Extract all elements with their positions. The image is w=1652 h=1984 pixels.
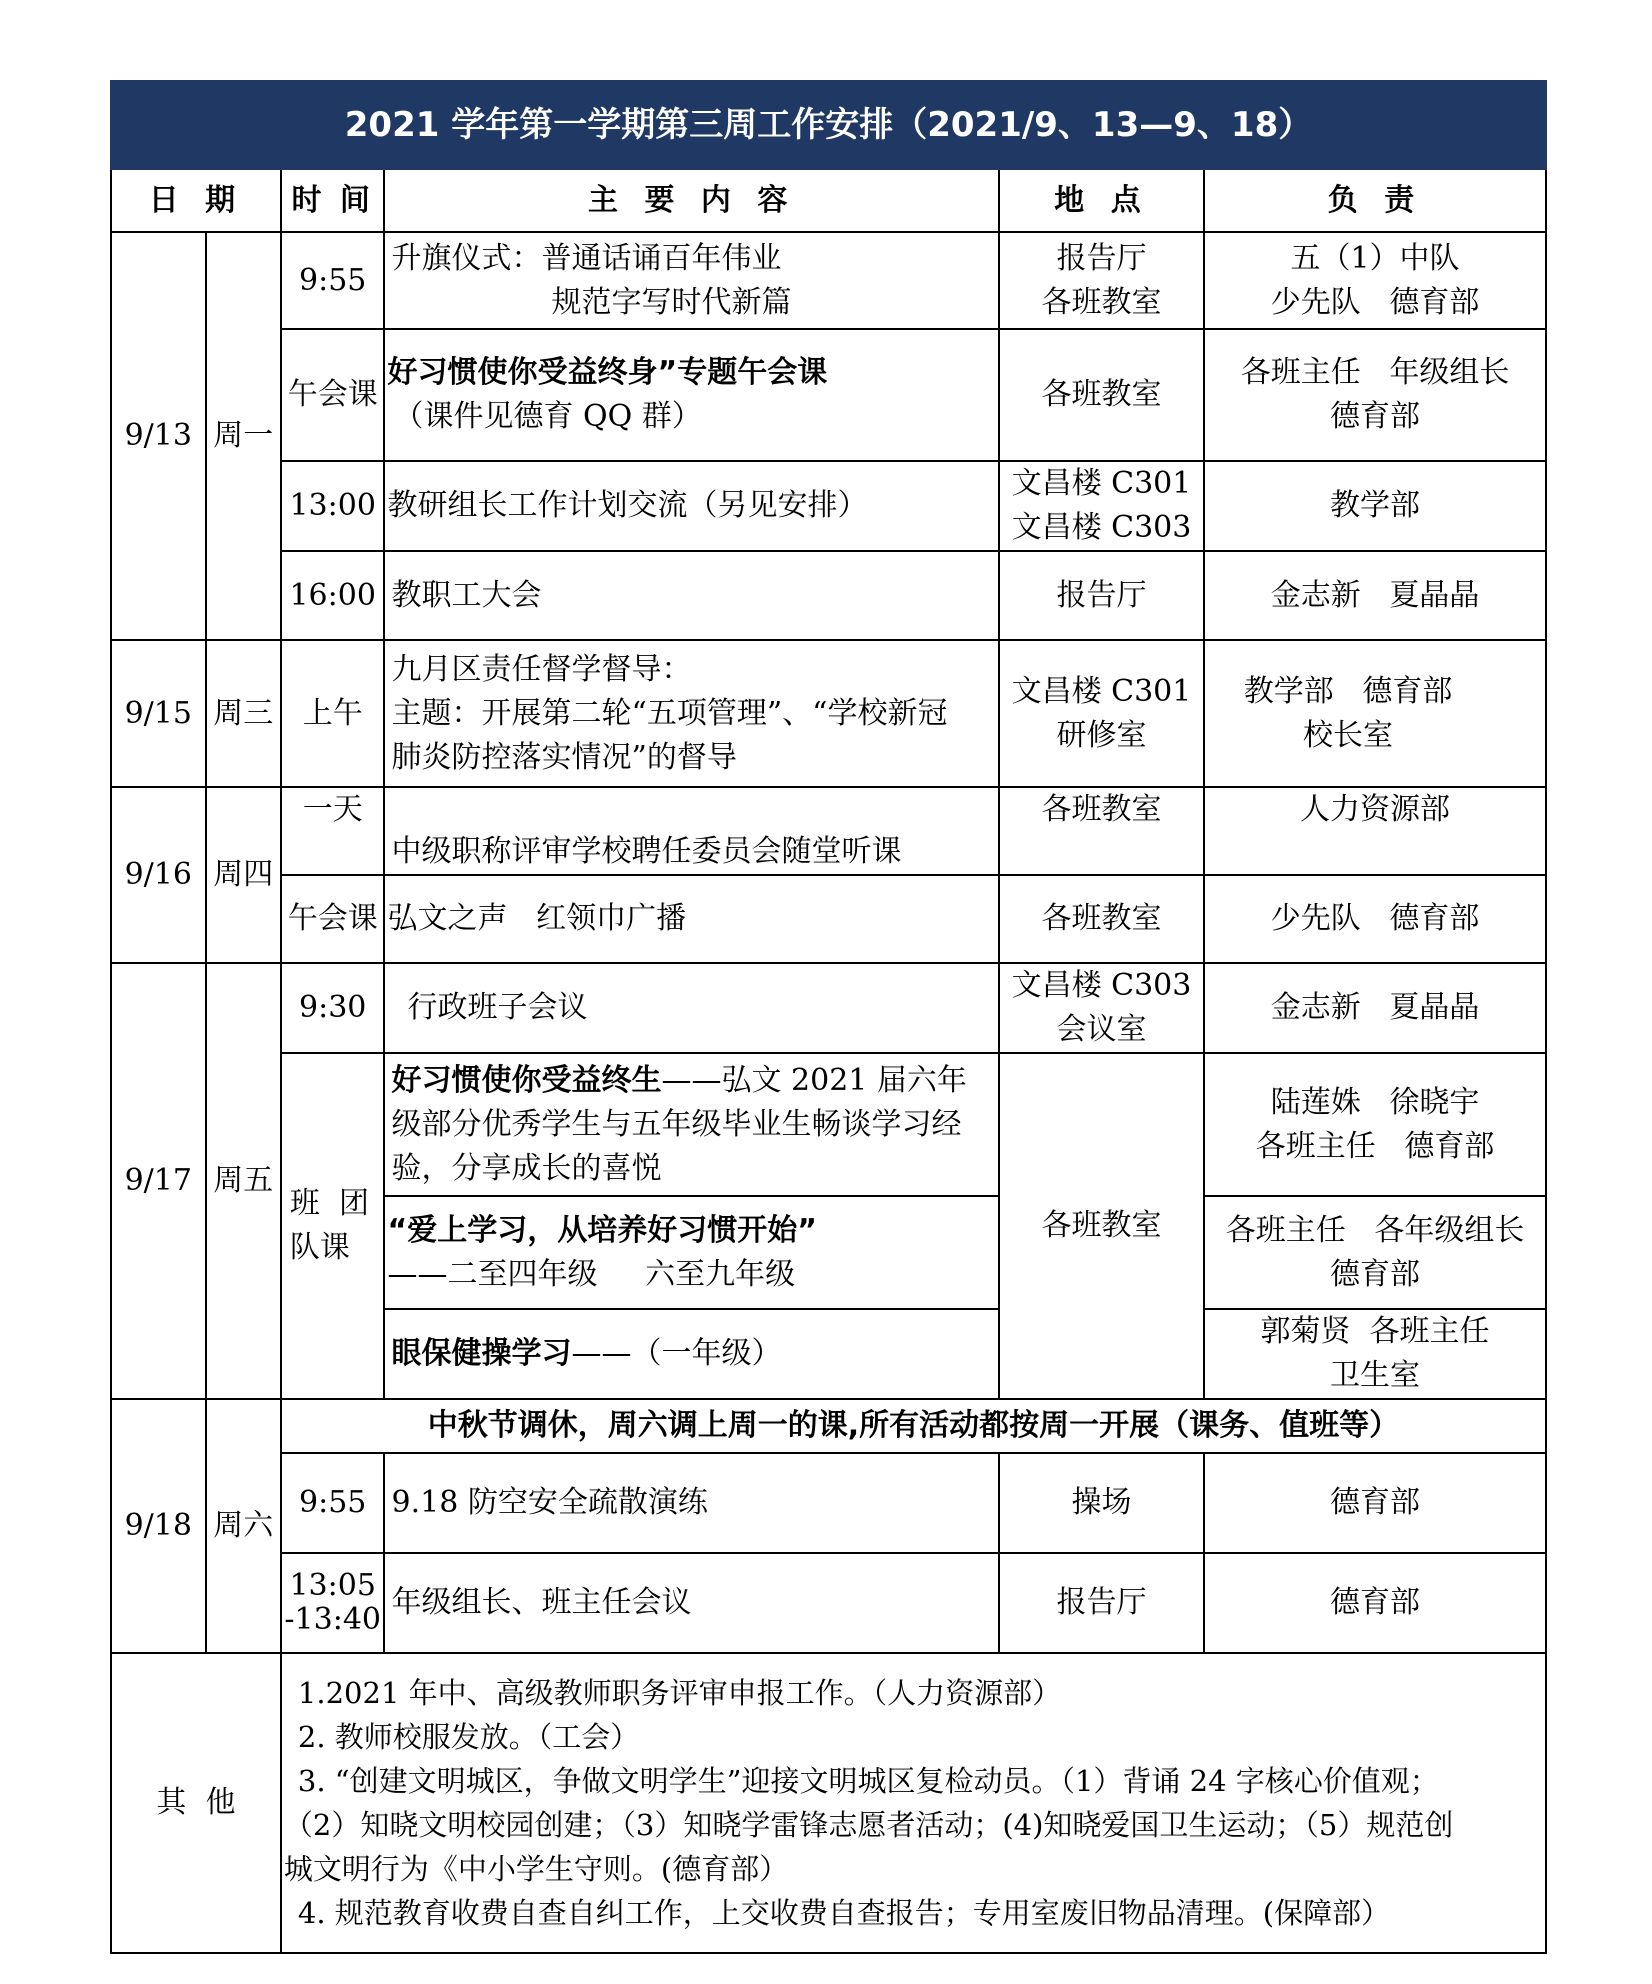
time-cell: 一天 bbox=[281, 787, 385, 875]
table-row bbox=[111, 1399, 1546, 1453]
time-cell: 午会课 bbox=[281, 329, 385, 461]
place-line: 会议室 bbox=[1056, 1012, 1147, 1047]
place-line: 各班教室 bbox=[1041, 284, 1162, 320]
content-cell bbox=[384, 1196, 998, 1309]
owner-cell: 少先队 德育部 bbox=[1204, 875, 1546, 963]
place-cell: 报告厅 bbox=[999, 1553, 1204, 1653]
place-cell: 操场 bbox=[999, 1453, 1204, 1553]
table-row bbox=[111, 232, 1546, 329]
note-item: 1.2021 年中、高级教师职务评审申报工作。（人力资源部） bbox=[297, 1676, 1062, 1710]
weekday-cell: 周一 bbox=[206, 232, 281, 640]
date-cell: 9/16 bbox=[111, 787, 206, 963]
place-line: 文昌楼 C301 bbox=[1011, 466, 1192, 501]
owner-cell: 金志新 夏晶晶 bbox=[1204, 963, 1546, 1053]
header-owner: 负 责 bbox=[1204, 169, 1546, 232]
table-row bbox=[111, 875, 1546, 963]
table-row bbox=[111, 461, 1546, 551]
weekday-cell: 周六 bbox=[206, 1399, 281, 1653]
header-time: 时 间 bbox=[281, 169, 385, 232]
place-cell bbox=[999, 232, 1204, 329]
owner-cell: 德育部 bbox=[1204, 1553, 1546, 1653]
place-cell bbox=[999, 640, 1204, 787]
table-row bbox=[111, 1653, 1546, 1953]
page-title: 2021 学年第一学期第三周工作安排（2021/9、13—9、18） bbox=[111, 81, 1546, 169]
owner-cell bbox=[1204, 1196, 1546, 1309]
content-cell bbox=[384, 232, 998, 329]
content-cell bbox=[384, 1309, 998, 1399]
owner-line: 少先队 德育部 bbox=[1270, 284, 1480, 320]
content-bold: 眼保健操学习 bbox=[391, 1336, 572, 1371]
other-notes bbox=[281, 1653, 1546, 1953]
time-cell: 班 团 队课 bbox=[281, 1053, 385, 1399]
content-cell: 行政班子会议 bbox=[384, 963, 998, 1053]
table-row bbox=[111, 963, 1546, 1053]
content-bold: 好习惯使你受益终身”专题午会课 bbox=[387, 355, 828, 390]
owner-line: 五（1）中队 bbox=[1290, 240, 1460, 276]
table-row bbox=[111, 1053, 1546, 1196]
owner-line: 各班主任 年级组长 bbox=[1240, 355, 1510, 390]
content-cell: 教研组长工作计划交流（另见安排） bbox=[384, 461, 998, 551]
weekday-cell: 周四 bbox=[206, 787, 281, 963]
header-place: 地 点 bbox=[999, 169, 1204, 232]
owner-line: 各班主任 各年级组长 bbox=[1225, 1212, 1525, 1248]
place-cell bbox=[999, 461, 1204, 551]
date-cell: 9/15 bbox=[111, 640, 206, 787]
time-cell: 13:00 bbox=[281, 461, 385, 551]
owner-cell bbox=[1204, 329, 1546, 461]
owner-line: 郭菊贤 各班主任 bbox=[1260, 1314, 1490, 1349]
note-item: 4. 规范教育收费自查自纠工作，上交收费自查报告；专用室废旧物品清理。(保障部） bbox=[297, 1896, 1391, 1930]
content-cell: 中级职称评审学校聘任委员会随堂听课 bbox=[384, 787, 998, 875]
owner-line: 各班主任 德育部 bbox=[1255, 1128, 1495, 1164]
owner-cell: 金志新 夏晶晶 bbox=[1204, 551, 1546, 640]
table-row bbox=[111, 329, 1546, 461]
owner-cell: 教学部 bbox=[1204, 461, 1546, 551]
table-row bbox=[111, 1453, 1546, 1553]
date-cell: 9/17 bbox=[111, 963, 206, 1399]
time-line: -13:40 bbox=[284, 1602, 381, 1637]
content-line: ——二至四年级 六至九年级 bbox=[387, 1256, 796, 1292]
time-cell: 午会课 bbox=[281, 875, 385, 963]
time-cell: 9:30 bbox=[281, 963, 385, 1053]
schedule-table bbox=[110, 80, 1547, 1954]
other-label: 其 他 bbox=[111, 1653, 281, 1953]
place-cell: 各班教室 bbox=[999, 329, 1204, 461]
owner-line: 陆莲姝 徐晓宇 bbox=[1270, 1084, 1480, 1120]
table-row bbox=[111, 640, 1546, 787]
content-line: 九月区责任督学督导： bbox=[391, 651, 692, 687]
place-line: 报告厅 bbox=[1056, 240, 1147, 276]
place-cell: 各班教室 bbox=[999, 1053, 1204, 1399]
place-line: 文昌楼 C303 bbox=[1011, 968, 1192, 1003]
owner-cell bbox=[1204, 640, 1546, 787]
note-item: （2）知晓文明校园创建；（3）知晓学雷锋志愿者活动；(4)知晓爱国卫生运动；（5）规范创 bbox=[283, 1808, 1454, 1842]
owner-line: 校长室 bbox=[1303, 717, 1394, 753]
place-line: 文昌楼 C303 bbox=[1011, 510, 1192, 545]
content-cell: 弘文之声 红领巾广播 bbox=[384, 875, 998, 963]
weekday-cell: 周五 bbox=[206, 963, 281, 1399]
holiday-notice: 中秋节调休，周六调上周一的课,所有活动都按周一开展（课务、值班等） bbox=[281, 1399, 1546, 1453]
owner-line: 教学部 德育部 bbox=[1243, 673, 1453, 709]
content-line: （课件见德育 QQ 群） bbox=[393, 399, 702, 434]
time-cell bbox=[281, 1553, 385, 1653]
owner-cell: 德育部 bbox=[1204, 1453, 1546, 1553]
content-line: 升旗仪式：普通话诵百年伟业 bbox=[391, 240, 782, 276]
place-cell: 各班教室 bbox=[999, 787, 1204, 875]
content-cell: 年级组长、班主任会议 bbox=[384, 1553, 998, 1653]
place-cell bbox=[999, 963, 1204, 1053]
content-line: 规范字写时代新篇 bbox=[551, 284, 792, 320]
owner-cell bbox=[1204, 232, 1546, 329]
note-item: 3. “创建文明城区，争做文明学生”迎接文明城区复检动员。（1）背诵 24 字核心价值观； bbox=[297, 1764, 1439, 1798]
content-line: 肺炎防控落实情况”的督导 bbox=[391, 739, 737, 775]
note-item: 2. 教师校服发放。（工会） bbox=[297, 1720, 640, 1754]
note-item: 城文明行为《中小学生守则。(德育部） bbox=[283, 1852, 789, 1886]
content-bold: “爱上学习，从培养好习惯开始” bbox=[387, 1212, 817, 1248]
weekday-cell: 周三 bbox=[206, 640, 281, 787]
table-row bbox=[111, 551, 1546, 640]
time-cell: 16:00 bbox=[281, 551, 385, 640]
owner-cell bbox=[1204, 1309, 1546, 1399]
header-content: 主 要 内 容 bbox=[384, 169, 998, 232]
owner-cell: 人力资源部 bbox=[1204, 787, 1546, 875]
header-date: 日 期 bbox=[111, 169, 281, 232]
place-cell: 报告厅 bbox=[999, 551, 1204, 640]
time-cell: 9:55 bbox=[281, 1453, 385, 1553]
owner-line: 德育部 bbox=[1330, 399, 1421, 434]
table-row bbox=[111, 787, 1546, 875]
content-cell bbox=[384, 329, 998, 461]
content-cell: 教职工大会 bbox=[384, 551, 998, 640]
content-line: 主题：开展第二轮“五项管理”、“学校新冠 bbox=[391, 695, 948, 731]
time-cell: 9:55 bbox=[281, 232, 385, 329]
time-line: 13:05 bbox=[289, 1568, 376, 1603]
content-line: ——弘文 2021 届六年级部分优秀学生与五年级毕业生畅谈学习经验，分享成长的喜悦 bbox=[391, 1062, 967, 1186]
content-cell: 9.18 防空安全疏散演练 bbox=[384, 1453, 998, 1553]
content-line: ——（一年级） bbox=[571, 1336, 782, 1371]
content-cell bbox=[384, 640, 998, 787]
content-bold: 好习惯使你受益终生 bbox=[391, 1062, 662, 1098]
place-line: 文昌楼 C301 bbox=[1011, 673, 1192, 709]
time-cell: 上午 bbox=[281, 640, 385, 787]
place-cell: 各班教室 bbox=[999, 875, 1204, 963]
date-cell: 9/18 bbox=[111, 1399, 206, 1653]
owner-cell bbox=[1204, 1053, 1546, 1196]
place-line: 研修室 bbox=[1056, 717, 1147, 753]
content-cell bbox=[384, 1053, 998, 1196]
table-row bbox=[111, 1553, 1546, 1653]
owner-line: 德育部 bbox=[1330, 1256, 1421, 1292]
owner-line: 卫生室 bbox=[1330, 1358, 1421, 1393]
date-cell: 9/13 bbox=[111, 232, 206, 640]
